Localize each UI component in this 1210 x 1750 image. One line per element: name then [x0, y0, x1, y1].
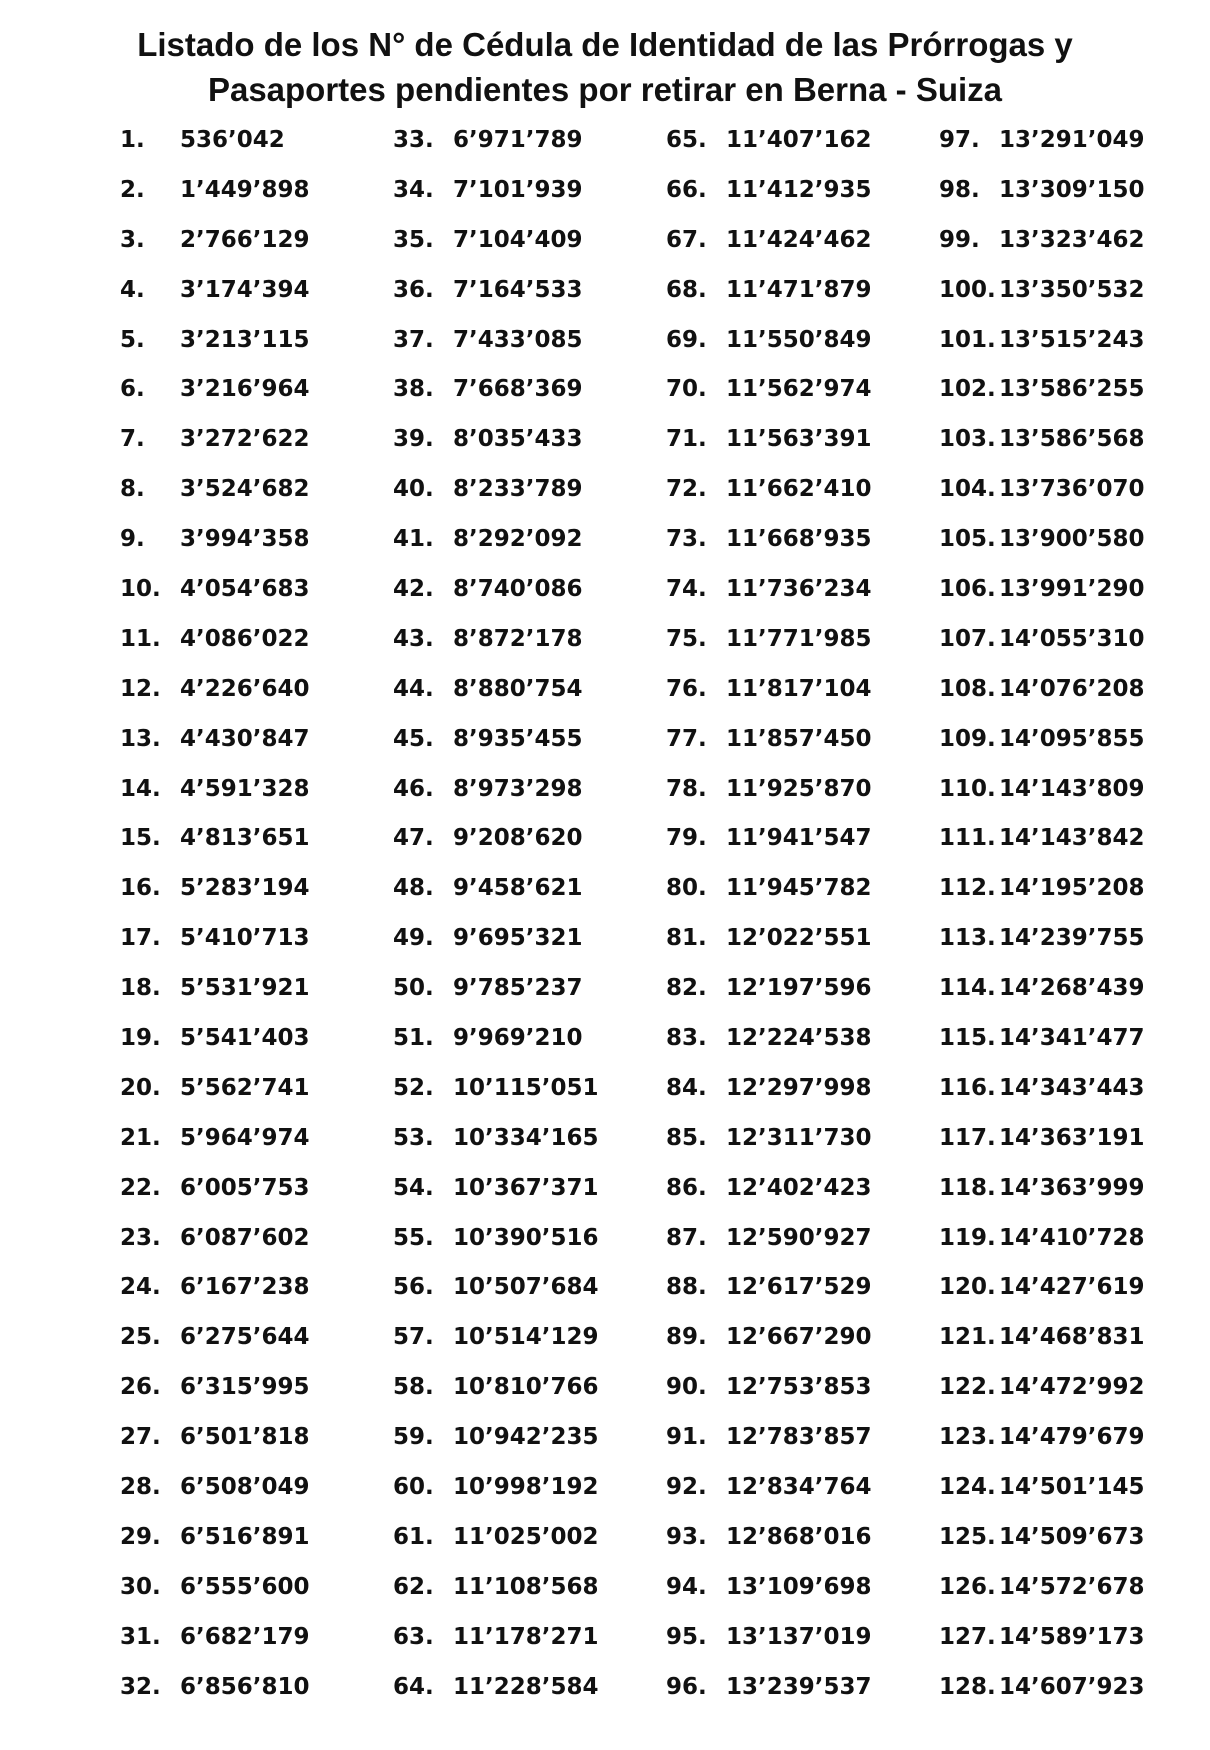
id-number: 6’275’644: [180, 1324, 310, 1351]
id-number: 6’971’789: [453, 127, 583, 153]
item-number: 65.: [666, 127, 707, 153]
id-number: 11’736’234: [726, 576, 872, 603]
item-number: 3.: [120, 226, 145, 253]
id-number: 14’143’809: [999, 775, 1145, 802]
id-number: 3’994’358: [180, 526, 310, 553]
id-number: 5’283’194: [180, 875, 310, 902]
id-number: 11’771’985: [726, 625, 872, 652]
item-number: 89.: [666, 1324, 707, 1351]
id-number: 14’410’728: [999, 1224, 1145, 1251]
id-number: 6’167’238: [180, 1274, 310, 1301]
id-number: 14’143’842: [999, 825, 1145, 852]
item-number: 18.: [120, 975, 161, 1002]
item-number: 7.: [120, 426, 145, 453]
item-number: 52.: [393, 1074, 434, 1101]
id-number: 11’817’104: [726, 675, 872, 702]
id-number: 7’164’533: [453, 276, 583, 303]
id-number: 11’025’002: [453, 1523, 599, 1550]
item-number: 12.: [120, 675, 161, 702]
item-number: 48.: [393, 875, 434, 902]
item-number: 79.: [666, 825, 707, 852]
item-number: 68.: [666, 276, 707, 303]
id-number: 2’766’129: [180, 226, 310, 253]
id-number: 11’857’450: [726, 725, 872, 752]
item-number: 32.: [120, 1673, 161, 1700]
item-number: 127.: [939, 1623, 996, 1650]
id-number: 14’427’619: [999, 1274, 1145, 1301]
item-number: 40.: [393, 476, 434, 503]
item-number: 17.: [120, 925, 161, 952]
item-number: 122.: [939, 1374, 996, 1401]
id-number: 11’945’782: [726, 875, 872, 902]
id-number: 9’969’210: [453, 1025, 583, 1052]
id-number: 7’433’085: [453, 326, 583, 353]
item-number: 108.: [939, 675, 996, 702]
item-number: 87.: [666, 1224, 707, 1251]
item-number: 104.: [939, 476, 996, 503]
item-number: 114.: [939, 975, 996, 1002]
id-number: 12’311’730: [726, 1124, 872, 1151]
item-number: 56.: [393, 1274, 434, 1301]
item-number: 22.: [120, 1174, 161, 1201]
id-number: 13’137’019: [726, 1623, 872, 1650]
item-number: 61.: [393, 1523, 434, 1550]
id-number: 12’224’538: [726, 1025, 872, 1052]
item-number: 39.: [393, 426, 434, 453]
item-number: 10.: [120, 576, 161, 603]
item-number: 54.: [393, 1174, 434, 1201]
item-number: 63.: [393, 1623, 434, 1650]
id-number: 13’309’150: [999, 176, 1145, 203]
id-number: 14’363’999: [999, 1174, 1145, 1201]
item-number: 93.: [666, 1523, 707, 1550]
item-number: 13.: [120, 725, 161, 752]
id-number: 14’468’831: [999, 1324, 1145, 1351]
item-number: 41.: [393, 526, 434, 553]
item-number: 80.: [666, 875, 707, 902]
item-number: 117.: [939, 1124, 996, 1151]
item-number: 15.: [120, 825, 161, 852]
id-number: 8’233’789: [453, 476, 583, 503]
item-number: 14.: [120, 775, 161, 802]
id-number: 13’109’698: [726, 1573, 872, 1600]
id-number: 9’785’237: [453, 975, 583, 1002]
id-number: 6’516’891: [180, 1523, 310, 1550]
id-number: 1’449’898: [180, 176, 310, 203]
item-number: 24.: [120, 1274, 161, 1301]
id-number: 14’501’145: [999, 1474, 1145, 1501]
id-number: 10’334’165: [453, 1124, 599, 1151]
item-number: 90.: [666, 1374, 707, 1401]
item-number: 85.: [666, 1124, 707, 1151]
item-number: 16.: [120, 875, 161, 902]
item-number: 109.: [939, 725, 996, 752]
item-number: 28.: [120, 1474, 161, 1501]
id-number: 5’964’974: [180, 1124, 310, 1151]
item-number: 88.: [666, 1274, 707, 1301]
item-number: 35.: [393, 226, 434, 253]
item-number: 94.: [666, 1573, 707, 1600]
item-number: 91.: [666, 1424, 707, 1451]
id-number: 14’572’678: [999, 1573, 1145, 1600]
item-number: 126.: [939, 1573, 996, 1600]
id-number: 7’101’939: [453, 176, 583, 203]
id-number: 9’458’621: [453, 875, 583, 902]
item-number: 95.: [666, 1623, 707, 1650]
id-number: 8’035’433: [453, 426, 583, 453]
item-number: 9.: [120, 526, 145, 553]
id-number: 13’515’243: [999, 326, 1145, 353]
item-number: 38.: [393, 376, 434, 403]
item-number: 73.: [666, 526, 707, 553]
id-number: 13’239’537: [726, 1673, 872, 1700]
id-number: 10’390’516: [453, 1224, 599, 1251]
item-number: 111.: [939, 825, 996, 852]
id-number: 11’424’462: [726, 226, 872, 253]
id-number: 8’872’178: [453, 625, 583, 652]
item-number: 86.: [666, 1174, 707, 1201]
id-number: 11’563’391: [726, 426, 872, 453]
id-number: 3’174’394: [180, 276, 310, 303]
id-number: 14’095’855: [999, 725, 1145, 752]
item-number: 21.: [120, 1124, 161, 1151]
id-number: 4’226’640: [180, 675, 310, 702]
id-number: 5’410’713: [180, 925, 310, 952]
id-number: 11’228’584: [453, 1673, 599, 1700]
id-number: 11’412’935: [726, 176, 872, 203]
item-number: 76.: [666, 675, 707, 702]
id-number: 5’531’921: [180, 975, 310, 1002]
item-number: 120.: [939, 1274, 996, 1301]
item-number: 4.: [120, 276, 145, 303]
id-number: 12’402’423: [726, 1174, 872, 1201]
id-number: 11’471’879: [726, 276, 872, 303]
id-number: 8’292’092: [453, 526, 583, 553]
id-number: 8’880’754: [453, 675, 583, 702]
item-number: 19.: [120, 1025, 161, 1052]
id-number: 8’935’455: [453, 725, 583, 752]
id-number: 14’341’477: [999, 1025, 1145, 1052]
id-number: 12’834’764: [726, 1474, 872, 1501]
item-number: 49.: [393, 925, 434, 952]
item-number: 44.: [393, 675, 434, 702]
item-number: 55.: [393, 1224, 434, 1251]
id-number: 14’472’992: [999, 1374, 1145, 1401]
id-number: 13’900’580: [999, 526, 1145, 553]
item-number: 27.: [120, 1424, 161, 1451]
item-number: 116.: [939, 1074, 996, 1101]
item-number: 124.: [939, 1474, 996, 1501]
id-number: 9’695’321: [453, 925, 583, 952]
id-number: 8’973’298: [453, 775, 583, 802]
item-number: 31.: [120, 1623, 161, 1650]
id-number: 14’076’208: [999, 675, 1145, 702]
id-number: 4’430’847: [180, 725, 310, 752]
item-number: 74.: [666, 576, 707, 603]
id-number: 6’555’600: [180, 1573, 310, 1600]
id-number: 14’268’439: [999, 975, 1145, 1002]
id-number: 13’586’568: [999, 426, 1145, 453]
id-number: 14’239’755: [999, 925, 1145, 952]
id-number: 10’367’371: [453, 1174, 599, 1201]
item-number: 29.: [120, 1523, 161, 1550]
item-number: 51.: [393, 1025, 434, 1052]
id-number: 13’991’290: [999, 576, 1145, 603]
id-number: 12’617’529: [726, 1274, 872, 1301]
id-number: 9’208’620: [453, 825, 583, 852]
item-number: 5.: [120, 326, 145, 353]
id-number: 4’054’683: [180, 576, 310, 603]
item-number: 128.: [939, 1673, 996, 1700]
id-number: 6’508’049: [180, 1474, 310, 1501]
id-number: 11’925’870: [726, 775, 872, 802]
item-number: 81.: [666, 925, 707, 952]
id-number: 4’591’328: [180, 775, 310, 802]
item-number: 103.: [939, 426, 996, 453]
id-number: 4’086’022: [180, 625, 310, 652]
item-number: 8.: [120, 476, 145, 503]
id-number: 10’810’766: [453, 1374, 599, 1401]
item-number: 34.: [393, 176, 434, 203]
item-number: 71.: [666, 426, 707, 453]
id-number: 14’479’679: [999, 1424, 1145, 1451]
id-number: 13’586’255: [999, 376, 1145, 403]
id-number: 536’042: [180, 127, 285, 153]
item-number: 23.: [120, 1224, 161, 1251]
item-number: 67.: [666, 226, 707, 253]
item-number: 30.: [120, 1573, 161, 1600]
id-number: 6’682’179: [180, 1623, 310, 1650]
item-number: 102.: [939, 376, 996, 403]
item-number: 105.: [939, 526, 996, 553]
item-number: 1.: [120, 127, 145, 153]
item-number: 60.: [393, 1474, 434, 1501]
page-title-line-1: Listado de los N° de Cédula de Identidad de las Prórrogas y: [137, 26, 1073, 63]
item-number: 36.: [393, 276, 434, 303]
id-number: 11’407’162: [726, 127, 872, 153]
id-number: 13’323’462: [999, 226, 1145, 253]
item-number: 115.: [939, 1025, 996, 1052]
item-number: 110.: [939, 775, 996, 802]
id-number: 3’213’115: [180, 326, 310, 353]
item-number: 92.: [666, 1474, 707, 1501]
item-number: 98.: [939, 176, 980, 203]
id-number: 7’668’369: [453, 376, 583, 403]
item-number: 77.: [666, 725, 707, 752]
item-number: 96.: [666, 1673, 707, 1700]
id-number: 10’115’051: [453, 1074, 599, 1101]
id-number: 3’524’682: [180, 476, 310, 503]
id-number: 12’667’290: [726, 1324, 872, 1351]
id-number: 11’662’410: [726, 476, 872, 503]
id-number: 10’514’129: [453, 1324, 599, 1351]
item-number: 20.: [120, 1074, 161, 1101]
item-number: 59.: [393, 1424, 434, 1451]
item-number: 72.: [666, 476, 707, 503]
id-number: 12’297’998: [726, 1074, 872, 1101]
item-number: 112.: [939, 875, 996, 902]
id-number: 4’813’651: [180, 825, 310, 852]
item-number: 82.: [666, 975, 707, 1002]
id-number: 11’941’547: [726, 825, 872, 852]
id-number: 6’087’602: [180, 1224, 310, 1251]
id-number: 12’022’551: [726, 925, 872, 952]
item-number: 47.: [393, 825, 434, 852]
id-number: 10’942’235: [453, 1424, 599, 1451]
id-number: 3’272’622: [180, 426, 310, 453]
item-number: 66.: [666, 176, 707, 203]
id-number: 5’562’741: [180, 1074, 310, 1101]
id-number: 3’216’964: [180, 376, 310, 403]
id-number: 11’668’935: [726, 526, 872, 553]
item-number: 42.: [393, 576, 434, 603]
id-number: 14’607’923: [999, 1673, 1145, 1700]
item-number: 106.: [939, 576, 996, 603]
id-number: 8’740’086: [453, 576, 583, 603]
item-number: 118.: [939, 1174, 996, 1201]
item-number: 6.: [120, 376, 145, 403]
id-number: 6’501’818: [180, 1424, 310, 1451]
item-number: 2.: [120, 176, 145, 203]
item-number: 113.: [939, 925, 996, 952]
id-number: 6’315’995: [180, 1374, 310, 1401]
id-number: 12’590’927: [726, 1224, 872, 1251]
item-number: 33.: [393, 127, 434, 153]
item-number: 50.: [393, 975, 434, 1002]
item-number: 53.: [393, 1124, 434, 1151]
id-number: 14’509’673: [999, 1523, 1145, 1550]
item-number: 64.: [393, 1673, 434, 1700]
item-number: 45.: [393, 725, 434, 752]
item-number: 121.: [939, 1324, 996, 1351]
id-number: 13’350’532: [999, 276, 1145, 303]
item-number: 78.: [666, 775, 707, 802]
id-number: 11’108’568: [453, 1573, 599, 1600]
item-number: 46.: [393, 775, 434, 802]
id-number: 12’753’853: [726, 1374, 872, 1401]
item-number: 123.: [939, 1424, 996, 1451]
id-number: 11’562’974: [726, 376, 872, 403]
item-number: 75.: [666, 625, 707, 652]
id-number: 14’363’191: [999, 1124, 1145, 1151]
id-number: 6’856’810: [180, 1673, 310, 1700]
id-number: 11’178’271: [453, 1623, 599, 1650]
item-number: 97.: [939, 127, 980, 153]
item-number: 100.: [939, 276, 996, 303]
id-number: 10’998’192: [453, 1474, 599, 1501]
id-number: 14’589’173: [999, 1623, 1145, 1650]
item-number: 83.: [666, 1025, 707, 1052]
item-number: 84.: [666, 1074, 707, 1101]
item-number: 57.: [393, 1324, 434, 1351]
id-number: 14’055’310: [999, 625, 1145, 652]
id-number: 5’541’403: [180, 1025, 310, 1052]
page-title-line-2: Pasaportes pendientes por retirar en Berna - Suiza: [207, 71, 1003, 108]
item-number: 101.: [939, 326, 996, 353]
item-number: 70.: [666, 376, 707, 403]
id-number: 12’783’857: [726, 1424, 872, 1451]
item-number: 119.: [939, 1224, 996, 1251]
id-number: 13’736’070: [999, 476, 1145, 503]
id-number: 12’868’016: [726, 1523, 872, 1550]
item-number: 99.: [939, 226, 980, 253]
id-number: 11’550’849: [726, 326, 872, 353]
item-number: 125.: [939, 1523, 996, 1550]
id-number: 13’291’049: [999, 127, 1145, 153]
item-number: 62.: [393, 1573, 434, 1600]
id-number: 7’104’409: [453, 226, 583, 253]
item-number: 11.: [120, 625, 161, 652]
id-number: 12’197’596: [726, 975, 872, 1002]
id-number: 14’195’208: [999, 875, 1145, 902]
item-number: 69.: [666, 326, 707, 353]
item-number: 37.: [393, 326, 434, 353]
item-number: 58.: [393, 1374, 434, 1401]
id-number: 14’343’443: [999, 1074, 1145, 1101]
item-number: 25.: [120, 1324, 161, 1351]
item-number: 107.: [939, 625, 996, 652]
item-number: 26.: [120, 1374, 161, 1401]
item-number: 43.: [393, 625, 434, 652]
id-number: 6’005’753: [180, 1174, 310, 1201]
id-number: 10’507’684: [453, 1274, 599, 1301]
